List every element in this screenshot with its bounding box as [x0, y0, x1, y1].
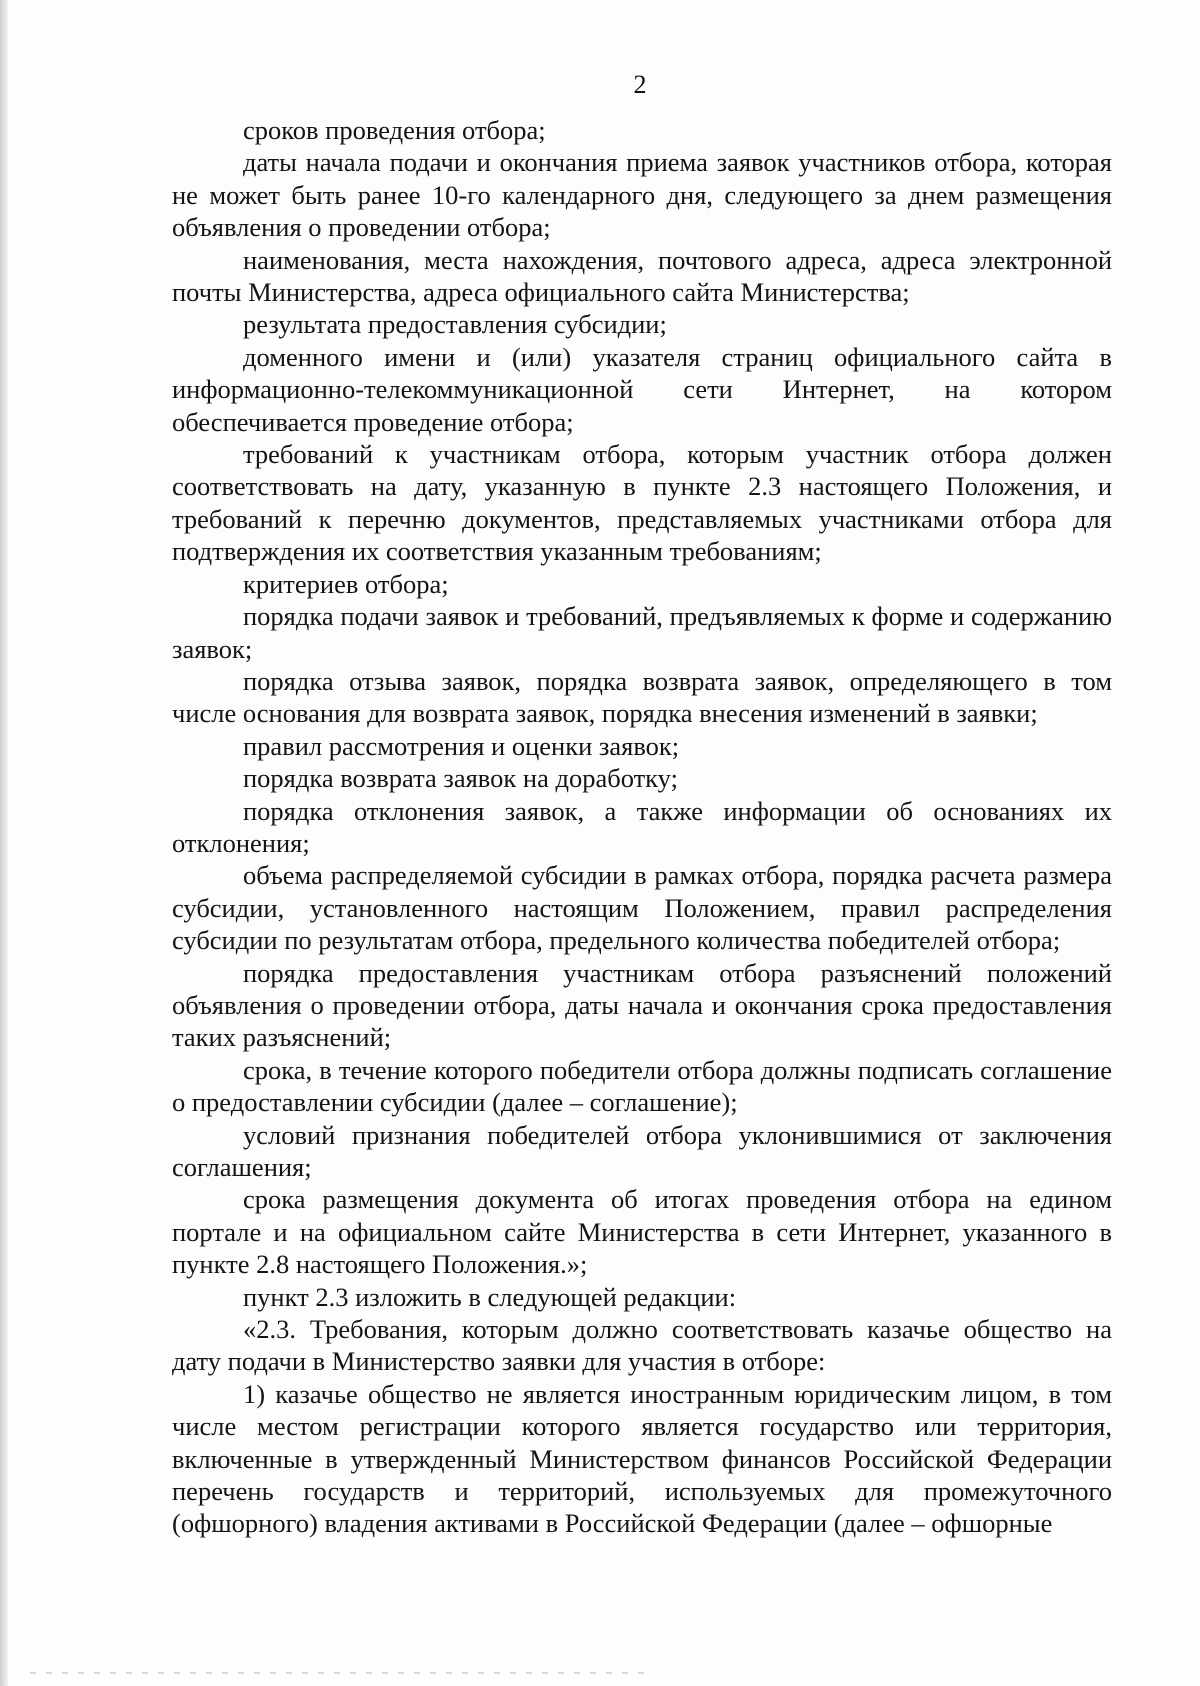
paragraph: порядка отклонения заявок, а также информации об основаниях их отклонения; [172, 795, 1112, 858]
paragraph: сроков проведения отбора; [243, 115, 546, 145]
paragraph: срока, в течение которого победители отбора должны подписать соглашение о предоставлении субсидии (далее – соглашение); [172, 1054, 1112, 1118]
paragraph: срока размещения документа об итогах проведения отбора на едином портале и на официальном сайте Министерства в сети Интернет, указанного в пункте 2.8 настоящего Положения.»; [172, 1184, 1112, 1280]
paragraph: порядка предоставления участникам отбора разъяснений положений объявления о проведении отбора, даты начала и окончания срока предоставления таких разъяснений; [172, 957, 1112, 1053]
paragraph: объема распределяемой субсидии в рамках отбора, порядка расчета размера субсидии, установленного настоящим Положением, правил распределения субсидии по результатам отбора, предельного количества победителей отбора; [172, 860, 1112, 956]
paragraph: результата предоставления субсидии; [243, 309, 667, 340]
paragraph: даты начала подачи и окончания приема заявок участников отбора, которая не может быть ранее 10-го календарного дня, следующего за днем размещения объявления о проведении отбора; [172, 147, 1112, 243]
paragraph: порядка возврата заявок на доработку; [243, 763, 678, 794]
paragraph: пункт 2.3 изложить в следующей редакции: [243, 1281, 737, 1312]
paragraph: условий признания победителей отбора уклонившимися от заключения соглашения; [172, 1119, 1112, 1182]
paragraph: порядка подачи заявок и требований, предъявляемых к форме и содержанию заявок; [172, 601, 1112, 664]
paragraph: наименования, места нахождения, почтового адреса, адреса электронной почты Министерства, адреса официального сайта Министерства; [172, 244, 1112, 308]
scan-edge-shadow [0, 0, 8, 1686]
paragraph: доменного имени и (или) указателя страниц официального сайта в информационно-телекоммуникационной сети Интернет, на котором обеспечивается проведение отбора; [172, 341, 1112, 437]
document-body [172, 114, 1112, 1540]
paragraph: порядка отзыва заявок, порядка возврата заявок, определяющего в том числе основания для возврата заявок, порядка внесения изменений в заявки; [172, 665, 1112, 729]
paragraph: требований к участникам отбора, которым участник отбора должен соответствовать на дату, указанную в пункте 2.3 настоящего Положения, и требований к перечню документов, представляемых участниками отбора для подтверждения их соответствия указанным требованиям; [172, 439, 1112, 567]
paragraph: правил рассмотрения и оценки заявок; [243, 730, 680, 761]
page-number: 2 [633, 70, 647, 99]
paragraph: критериев отбора; [243, 568, 449, 599]
paragraph: «2.3. Требования, которым должно соответствовать казачье общество на дату подачи в Министерство заявки для участия в отборе: [172, 1314, 1112, 1377]
scan-noise [30, 1672, 650, 1674]
paragraph: 1) казачье общество не является иностранным юридическим лицом, в том числе местом регистрации которого является государство или территория, включенные в утвержденный Министерством финансов Российской Федерации перечень государств и территорий, используемых для промежуточного (офшорного) владения активами в Российской Федерации (далее – офшорные [172, 1378, 1112, 1539]
